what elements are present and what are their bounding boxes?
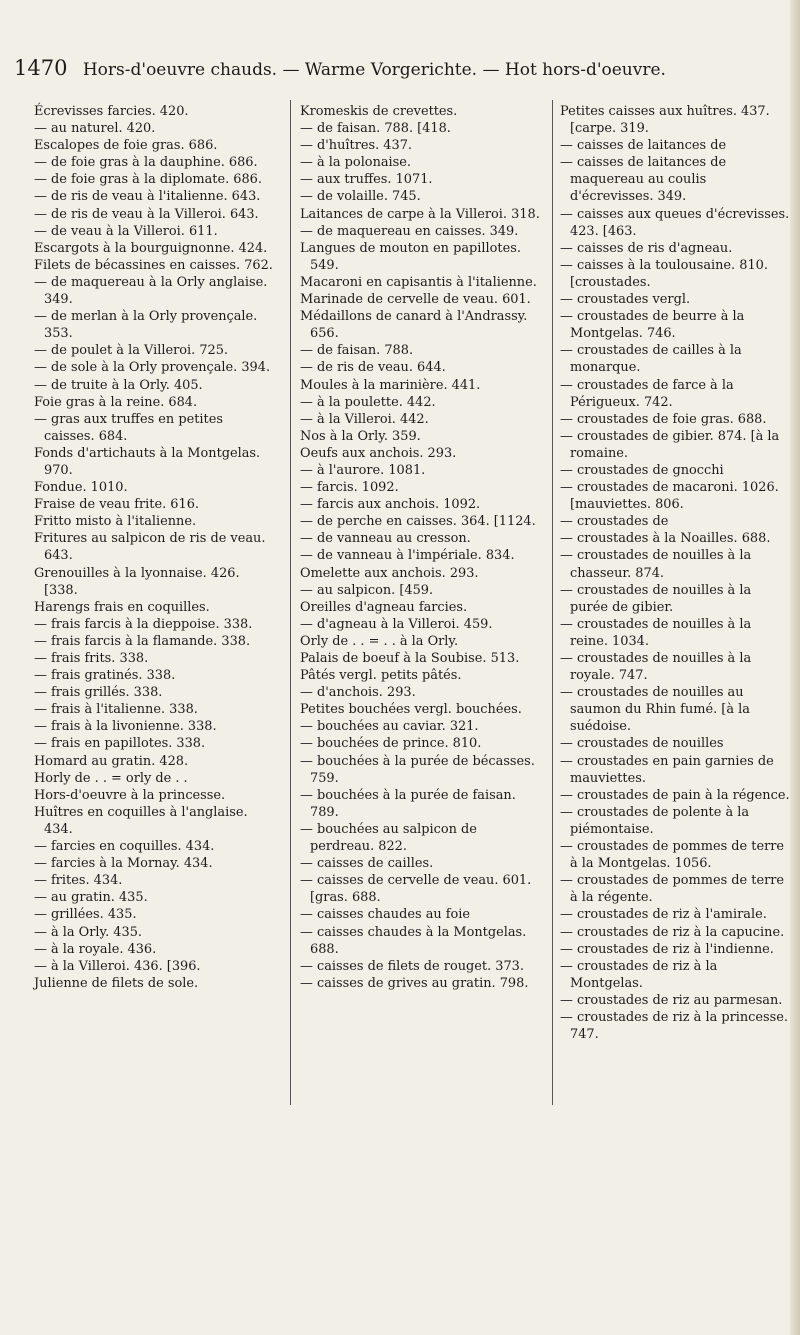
index-column-1 bbox=[34, 103, 274, 992]
index-entry: — à la royale. 436. bbox=[34, 941, 157, 957]
index-entry: Horly de . . = orly de . . bbox=[34, 770, 188, 786]
page-edge bbox=[790, 0, 800, 1335]
index-entry: — croustades de pommes de terre à la Montgelas. 1056. bbox=[560, 839, 785, 872]
index-entry: — à la Villeroi. 436. [396. bbox=[34, 958, 201, 974]
index-entry: — de vanneau à l'impériale. 834. bbox=[300, 548, 515, 564]
index-entry: — caisses de laitances de maquereau au coulis d'écrevisses. 349. bbox=[560, 155, 727, 205]
column-rule-1 bbox=[290, 100, 291, 1105]
index-entry: — croustades de nouilles au saumon du Rhin fumé. [à la suédoise. bbox=[560, 685, 750, 735]
index-entry: — caisses chaudes au foie bbox=[300, 907, 471, 923]
index-entry: — caisses aux queues d'écrevisses. 423. [463. bbox=[560, 206, 790, 239]
index-entry: — caisses de laitances de bbox=[560, 138, 727, 154]
index-entry: — au salpicon. [459. bbox=[300, 582, 434, 598]
index-entry: Médaillons de canard à l'Andrassy. 656. bbox=[300, 309, 528, 342]
index-entry: Palais de boeuf à la Soubise. 513. bbox=[300, 651, 520, 666]
index-entry: — croustades de nouilles à la chasseur. 874. bbox=[560, 548, 752, 581]
index-entry: — farcies à la Mornay. 434. bbox=[34, 856, 213, 872]
index-entry: — croustades de bbox=[560, 514, 669, 530]
index-entry: — croustades de nouilles à la royale. 747. bbox=[560, 651, 752, 684]
index-entry: — à la polonaise. bbox=[300, 155, 412, 171]
index-entry: — bouchées au caviar. 321. bbox=[300, 719, 479, 735]
index-entry: — bouchées à la purée de bécasses. 759. bbox=[300, 753, 535, 786]
index-entry: — caisses de filets de rouget. 373. bbox=[300, 958, 524, 974]
index-entry: Oeufs aux anchois. 293. bbox=[300, 445, 457, 461]
index-entry: — croustades de cailles à la monarque. bbox=[560, 343, 742, 376]
index-entry: — croustades de riz à l'amirale. bbox=[560, 907, 767, 923]
index-entry: Fondue. 1010. bbox=[34, 480, 128, 496]
index-entry: — de foie gras à la dauphine. 686. bbox=[34, 155, 258, 171]
index-entry: Laitances de carpe à la Villeroi. 318. bbox=[300, 206, 540, 222]
index-entry: — croustades de nouilles à la purée de gibier. bbox=[560, 582, 752, 615]
index-entry: — de vanneau au cresson. bbox=[300, 531, 471, 547]
index-entry: — au gratin. 435. bbox=[34, 890, 148, 906]
index-entry: Harengs frais en coquilles. bbox=[34, 599, 210, 615]
index-entry: — farcis aux anchois. 1092. bbox=[300, 497, 481, 513]
index-entry: — croustades de riz à l'indienne. bbox=[560, 941, 774, 957]
index-entry: Petites bouchées vergl. bouchées. bbox=[300, 702, 522, 718]
index-entry: — frais grillés. 338. bbox=[34, 685, 163, 701]
index-entry: Marinade de cervelle de veau. 601. bbox=[300, 292, 531, 308]
index-entry: Oreilles d'agneau farcies. bbox=[300, 599, 468, 615]
index-entry: Pâtés vergl. petits pâtés. bbox=[300, 668, 462, 684]
index-entry: — croustades de pommes de terre à la régente. bbox=[560, 873, 785, 906]
index-entry: Foie gras à la reine. 684. bbox=[34, 394, 198, 410]
index-entry: Huîtres en coquilles à l'anglaise. 434. bbox=[34, 804, 248, 837]
index-entry: — de poulet à la Villeroi. 725. bbox=[34, 343, 229, 359]
index-entry: — d'anchois. 293. bbox=[300, 685, 416, 701]
index-entry: — de maquereau en caisses. 349. bbox=[300, 223, 519, 239]
index-entry: — gras aux truffes en petites caisses. 684. bbox=[34, 411, 223, 444]
index-entry: — d'agneau à la Villeroi. 459. bbox=[300, 616, 493, 632]
index-entry: — à la Orly. 435. bbox=[34, 924, 142, 940]
index-entry: Kromeskis de crevettes. bbox=[300, 104, 458, 119]
index-entry: — caisses de cailles. bbox=[300, 856, 434, 872]
index-entry: — farcies en coquilles. 434. bbox=[34, 839, 215, 855]
index-entry: — frais farcis à la dieppoise. 338. bbox=[34, 616, 253, 632]
index-entry: — de perche en caisses. 364. [1124. bbox=[300, 514, 536, 530]
index-entry: — frais à l'italienne. 338. bbox=[34, 702, 198, 718]
index-entry: Hors-d'oeuvre à la princesse. bbox=[34, 787, 226, 803]
index-entry: — de ris de veau. 644. bbox=[300, 360, 446, 376]
index-entry: — croustades de riz au parmesan. bbox=[560, 992, 783, 1008]
index-entry: Écrevisses farcies. 420. bbox=[34, 104, 189, 119]
index-entry: Grenouilles à la lyonnaise. 426. [338. bbox=[34, 565, 240, 598]
running-title: Hors-d'oeuvre chauds. — Warme Vorgerichte. — Hot hors-d'oeuvre. bbox=[82, 60, 666, 80]
index-entry: — bouchées au salpicon de perdreau. 822. bbox=[300, 821, 477, 855]
index-entry: — croustades de beurre à la Montgelas. 746. bbox=[560, 309, 745, 342]
index-column-2 bbox=[300, 103, 540, 992]
index-entry: — de volaille. 745. bbox=[300, 189, 421, 205]
index-entry: — à la Villeroi. 442. bbox=[300, 411, 429, 427]
index-entry: Filets de bécassines en caisses. 762. bbox=[34, 257, 273, 273]
index-entry: — frais à la livonienne. 338. bbox=[34, 719, 217, 735]
index-entry: — croustades de gibier. 874. [à la romaine. bbox=[560, 428, 780, 461]
page-header bbox=[14, 56, 714, 80]
index-entry: — de ris de veau à la Villeroi. 643. bbox=[34, 206, 259, 222]
index-entry: — frais frits. 338. bbox=[34, 651, 149, 666]
index-entry: — au naturel. 420. bbox=[34, 121, 156, 137]
index-entry: Escargots à la bourguignonne. 424. bbox=[34, 240, 268, 256]
page-number: 1470 bbox=[14, 56, 68, 80]
index-entry: — de faisan. 788. bbox=[300, 343, 414, 359]
index-entry: — caisses chaudes à la Montgelas. 688. bbox=[300, 924, 527, 957]
index-entry: — bouchées à la purée de faisan. 789. bbox=[300, 787, 516, 820]
index-entry: — de ris de veau à l'italienne. 643. bbox=[34, 189, 261, 205]
index-entry: — de faisan. 788. [418. bbox=[300, 121, 451, 137]
index-entry: — croustades de gnocchi bbox=[560, 462, 724, 478]
index-entry: — caisses de grives au gratin. 798. bbox=[300, 975, 529, 991]
index-entry: — croustades vergl. bbox=[560, 292, 691, 308]
index-entry: — de truite à la Orly. 405. bbox=[34, 377, 203, 393]
index-entry: — croustades de farce à la Périgueux. 742. bbox=[560, 377, 734, 410]
index-entry: — croustades de polente à la piémontaise. bbox=[560, 804, 750, 837]
index-entry: — croustades de foie gras. 688. bbox=[560, 411, 767, 427]
index-entry: Orly de . . = . . à la Orly. bbox=[300, 633, 459, 649]
index-entry: — frais en papillotes. 338. bbox=[34, 736, 206, 752]
index-entry: — croustades en pain garnies de mauviettes. bbox=[560, 753, 774, 786]
index-entry: — frais farcis à la flamande. 338. bbox=[34, 633, 251, 649]
index-entry: Moules à la marinière. 441. bbox=[300, 377, 481, 393]
index-entry: — caisses à la toulousaine. 810. [croustades. bbox=[560, 257, 768, 290]
index-entry: — croustades de nouilles bbox=[560, 736, 724, 752]
column-rule-2 bbox=[552, 100, 553, 1105]
index-entry: — croustades de macaroni. 1026. [mauviettes. 806. bbox=[560, 480, 779, 513]
index-entry: Petites caisses aux huîtres. 437. [carpe. 319. bbox=[560, 104, 770, 137]
index-entry: — de sole à la Orly provençale. 394. bbox=[34, 360, 271, 376]
index-entry: — frais gratinés. 338. bbox=[34, 668, 176, 684]
index-entry: Fraise de veau frite. 616. bbox=[34, 497, 199, 513]
index-entry: — de merlan à la Orly provençale. 353. bbox=[34, 309, 258, 342]
index-entry: — de foie gras à la diplomate. 686. bbox=[34, 172, 262, 188]
index-entry: — grillées. 435. bbox=[34, 907, 137, 923]
index-entry: — croustades de pain à la régence. bbox=[560, 787, 790, 803]
index-entry: — croustades de riz à la capucine. bbox=[560, 924, 785, 940]
index-entry: — bouchées de prince. 810. bbox=[300, 736, 482, 752]
index-entry: Macaroni en capisantis à l'italienne. bbox=[300, 274, 537, 290]
index-entry: — farcis. 1092. bbox=[300, 480, 399, 496]
index-entry: — croustades de riz à la Montgelas. bbox=[560, 958, 718, 991]
index-entry: Omelette aux anchois. 293. bbox=[300, 565, 479, 581]
index-entry: — de maquereau à la Orly anglaise. 349. bbox=[34, 274, 268, 308]
index-entry: Escalopes de foie gras. 686. bbox=[34, 138, 218, 154]
index-entry: — d'huîtres. 437. bbox=[300, 138, 412, 154]
index-entry: Fritto misto à l'italienne. bbox=[34, 514, 197, 530]
index-entry: — frites. 434. bbox=[34, 873, 123, 889]
index-entry: Julienne de filets de sole. bbox=[34, 975, 199, 991]
index-entry: — de veau à la Villeroi. 611. bbox=[34, 223, 218, 239]
index-entry: Fritures au salpicon de ris de veau. 643. bbox=[34, 531, 266, 564]
index-entry: — croustades de nouilles à la reine. 1034. bbox=[560, 616, 752, 649]
index-entry: — caisses de cervelle de veau. 601. [gras. 688. bbox=[300, 873, 532, 906]
index-column-3 bbox=[560, 103, 790, 1043]
index-entry: — croustades à la Noailles. 688. bbox=[560, 531, 771, 547]
index-entry: — caisses de ris d'agneau. bbox=[560, 240, 733, 256]
index-entry: — aux truffes. 1071. bbox=[300, 172, 433, 188]
index-entry: Langues de mouton en papillotes. 549. bbox=[300, 240, 521, 273]
index-entry: Homard au gratin. 428. bbox=[34, 753, 189, 769]
index-entry: — croustades de riz à la princesse. 747. bbox=[560, 1009, 788, 1043]
index-entry: — à l'aurore. 1081. bbox=[300, 462, 426, 478]
index-entry: Nos à la Orly. 359. bbox=[300, 428, 421, 444]
index-entry: — à la poulette. 442. bbox=[300, 394, 436, 410]
index-entry: Fonds d'artichauts à la Montgelas. 970. bbox=[34, 445, 261, 478]
